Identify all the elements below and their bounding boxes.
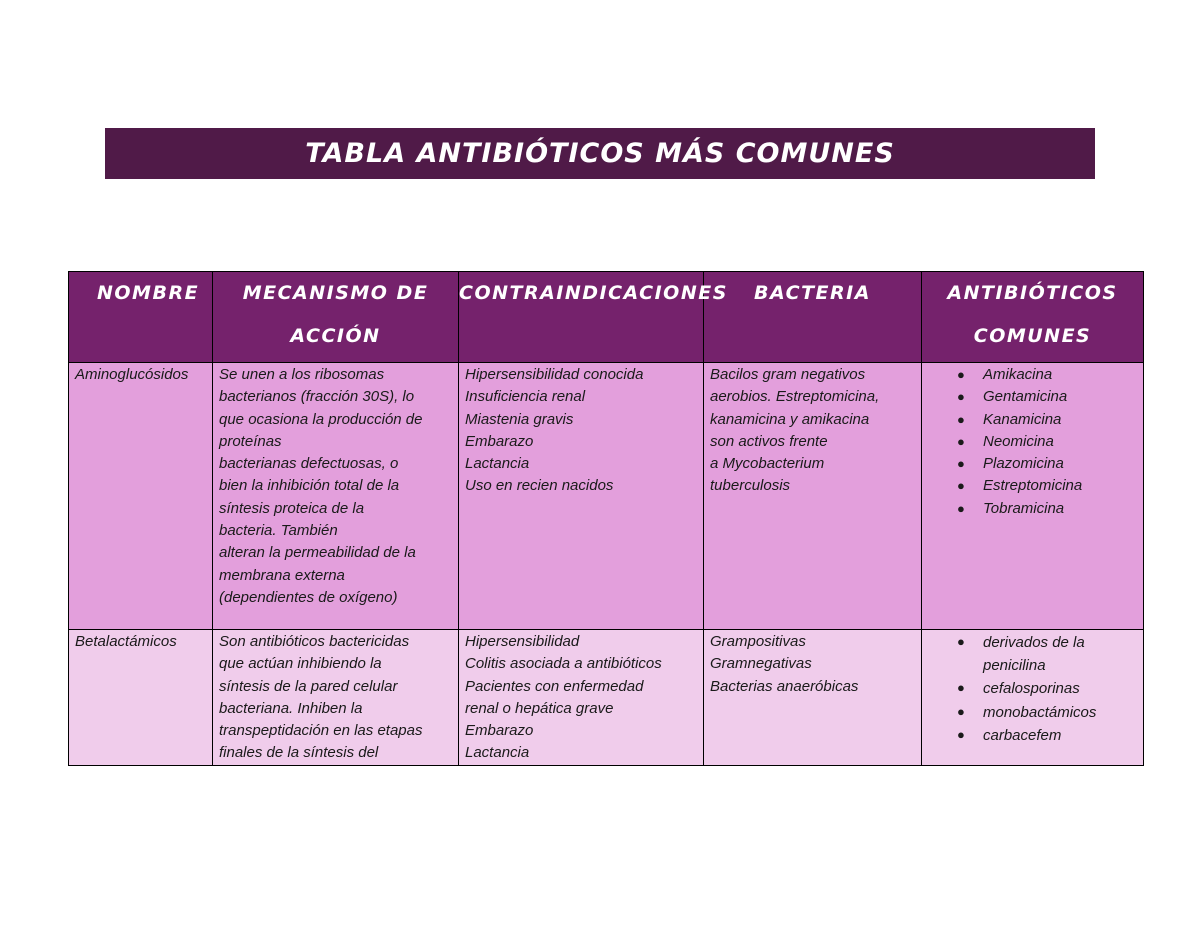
- list-item: [922, 386, 1143, 408]
- text-line: Pacientes con enfermedad: [465, 677, 644, 695]
- cell-mecanismo: [213, 363, 459, 630]
- list-item: [922, 631, 1143, 677]
- bullet-icon: ●: [957, 500, 965, 516]
- text-line: que ocasiona la producción de: [219, 410, 423, 428]
- text-line: kanamicina y amikacina: [710, 410, 870, 428]
- text-line: Bacterias anaeróbicas: [710, 677, 859, 695]
- text-line: Hipersensibilidad: [465, 633, 580, 650]
- text-line: Hipersensibilidad conocida: [465, 366, 644, 383]
- list-item: [922, 701, 1143, 725]
- cell-antibioticos: [922, 363, 1144, 630]
- bullet-icon: ●: [957, 478, 965, 494]
- list-item-label: Kanamicina: [983, 410, 1062, 428]
- text-line: transpeptidación en las etapas: [219, 722, 423, 740]
- bullet-icon: ●: [957, 680, 965, 696]
- text-line: Colitis asociada a antibióticos: [465, 655, 662, 673]
- text-line: Gramnegativas: [710, 655, 812, 673]
- list-item: [922, 475, 1143, 497]
- list-item-label: carbacefem: [983, 727, 1062, 745]
- list-item-label: Gentamicina: [983, 388, 1068, 406]
- list-item: [922, 498, 1143, 520]
- header-antibioticos-comunes: ANTIBIÓTICOS COMUNES: [922, 272, 1144, 363]
- title-banner: [105, 128, 1095, 179]
- table-row: [69, 630, 1144, 766]
- bullet-icon: ●: [957, 433, 965, 449]
- list-item-label: penicilina: [983, 656, 1046, 674]
- text-line: finales de la síntesis del: [219, 744, 379, 762]
- text-line: aerobios. Estreptomicina,: [710, 388, 880, 406]
- text-line: Se unen a los ribosomas: [219, 366, 385, 383]
- cell-bacteria: [704, 630, 922, 766]
- cell-antibioticos: [922, 630, 1144, 766]
- text-line: bacteriana. Inhiben la: [219, 699, 363, 717]
- text-line: Miastenia gravis: [465, 410, 574, 428]
- list-item: [922, 453, 1143, 475]
- list-item-label: cefalosporinas: [983, 680, 1080, 698]
- table-header-row: [69, 272, 1144, 363]
- text-line: bacterianas defectuosas, o: [219, 455, 399, 473]
- header-bacteria: BACTERIA: [704, 272, 922, 363]
- text-line: a Mycobacterium: [710, 455, 825, 473]
- text-line: Uso en recien nacidos: [465, 477, 614, 495]
- list-item-label: Amikacina: [983, 366, 1053, 383]
- text-line: síntesis proteica de la: [219, 499, 365, 517]
- text-line: bacterianos (fracción 30S), lo: [219, 388, 415, 406]
- text-line: (dependientes de oxígeno): [219, 588, 398, 606]
- cell-nombre: Aminoglucósidos: [69, 363, 213, 630]
- header-mecanismo: MECANISMO DE ACCIÓN: [213, 272, 459, 363]
- text-line: tuberculosis: [710, 477, 791, 495]
- text-line: membrana externa: [219, 566, 345, 584]
- text-line: Embarazo: [465, 722, 534, 740]
- table-row: [69, 363, 1144, 630]
- cell-contraindicaciones: [459, 630, 704, 766]
- cell-bacteria: [704, 363, 922, 630]
- list-item-label: Neomicina: [983, 432, 1054, 450]
- text-line: bacteria. También: [219, 522, 338, 540]
- page-title: TABLA ANTIBIÓTICOS MÁS COMUNES: [305, 138, 895, 169]
- list-item-label: monobactámicos: [983, 703, 1097, 721]
- text-line: Lactancia: [465, 744, 530, 762]
- text-line: que actúan inhibiendo la: [219, 655, 382, 673]
- bullet-icon: ●: [957, 389, 965, 405]
- bullet-icon: ●: [957, 367, 965, 382]
- list-item-label: derivados de la: [983, 634, 1085, 651]
- cell-mecanismo: [213, 630, 459, 766]
- text-line: renal o hepática grave: [465, 699, 614, 717]
- text-line: proteínas: [219, 432, 282, 450]
- text-line: Bacilos gram negativos: [710, 366, 866, 383]
- header-contraindicaciones: CONTRAINDICACIONES: [459, 272, 704, 363]
- list-item-label: Tobramicina: [983, 499, 1065, 517]
- bullet-icon: ●: [957, 634, 965, 649]
- list-item-label: Estreptomicina: [983, 477, 1083, 495]
- bullet-icon: ●: [957, 456, 965, 472]
- list-item: [922, 677, 1143, 701]
- list-item: [922, 409, 1143, 431]
- list-item: [922, 364, 1143, 386]
- text-line: Insuficiencia renal: [465, 388, 586, 406]
- header-nombre: NOMBRE: [69, 272, 213, 363]
- bullet-icon: ●: [957, 727, 965, 743]
- text-line: bien la inhibición total de la: [219, 477, 400, 495]
- list-item: [922, 431, 1143, 453]
- text-line: Son antibióticos bactericidas: [219, 633, 410, 650]
- text-line: Lactancia: [465, 455, 530, 473]
- text-line: Grampositivas: [710, 633, 806, 650]
- list-item: [922, 724, 1143, 748]
- bullet-icon: ●: [957, 411, 965, 427]
- antibiotics-table: [68, 271, 1144, 766]
- text-line: síntesis de la pared celular: [219, 677, 398, 695]
- list-item-label: Plazomicina: [983, 455, 1064, 473]
- text-line: Embarazo: [465, 432, 534, 450]
- cell-contraindicaciones: [459, 363, 704, 630]
- bullet-icon: ●: [957, 703, 965, 719]
- text-line: alteran la permeabilidad de la: [219, 544, 416, 562]
- cell-nombre: Betalactámicos: [69, 630, 213, 766]
- text-line: son activos frente: [710, 432, 828, 450]
